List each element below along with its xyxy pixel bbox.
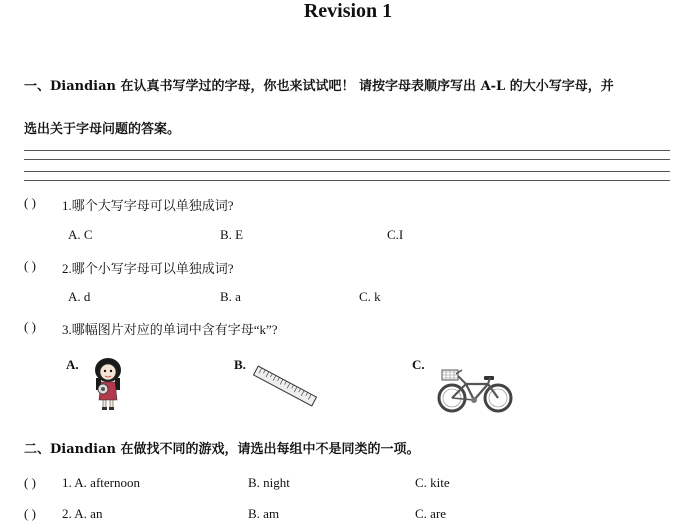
picture-option-b-label[interactable]: B. xyxy=(234,357,246,372)
writing-line xyxy=(24,171,670,172)
option-b[interactable]: B. am xyxy=(248,506,280,521)
option-c[interactable]: C. k xyxy=(359,289,381,304)
answer-bracket[interactable]: ( ) xyxy=(24,195,36,210)
option-b[interactable]: B. a xyxy=(220,289,241,304)
answer-bracket[interactable]: ( ) xyxy=(24,258,36,273)
section2-heading: 二、Diandian 在做找不同的游戏，请选出每组中不是同类的一项。 xyxy=(24,442,420,457)
picture-option-c-label[interactable]: C. xyxy=(412,357,425,372)
picture-option-a-label[interactable]: A. xyxy=(66,357,79,372)
bicycle-image[interactable] xyxy=(436,364,514,414)
page-title: Revision 1 xyxy=(303,0,393,22)
writing-line xyxy=(24,180,670,181)
option-b[interactable]: B. night xyxy=(248,475,290,490)
question-text: 3.哪幅图片对应的单词中含有字母“k”? xyxy=(62,322,278,337)
writing-line xyxy=(24,150,670,151)
answer-bracket[interactable]: ( ) xyxy=(24,319,36,334)
question-text: 2.哪个小写字母可以单独成词? xyxy=(62,261,234,276)
ruler-image[interactable] xyxy=(250,362,320,410)
answer-bracket[interactable]: ( ) xyxy=(24,506,36,521)
option-c[interactable]: C. are xyxy=(415,506,447,521)
writing-line xyxy=(24,159,670,160)
doll-image[interactable] xyxy=(90,356,126,412)
question-text: 1.哪个大写字母可以单独成词? xyxy=(62,198,234,213)
option-c[interactable]: C. kite xyxy=(415,475,450,490)
answer-bracket[interactable]: ( ) xyxy=(24,475,36,490)
option-a[interactable]: 2. A. an xyxy=(62,506,103,521)
section1-heading-line2: 选出关于字母问题的答案。 xyxy=(24,122,181,137)
option-a[interactable]: 1. A. afternoon xyxy=(62,475,140,490)
option-b[interactable]: B. E xyxy=(220,227,244,242)
option-c[interactable]: C.I xyxy=(387,227,404,242)
option-a[interactable]: A. d xyxy=(68,289,91,304)
option-a[interactable]: A. C xyxy=(68,227,93,242)
section1-heading-line1: 一、Diandian 在认真书写学过的字母，你也来试试吧！ 请按字母表顺序写出 A-L 的大小写字母，并 xyxy=(24,79,614,94)
